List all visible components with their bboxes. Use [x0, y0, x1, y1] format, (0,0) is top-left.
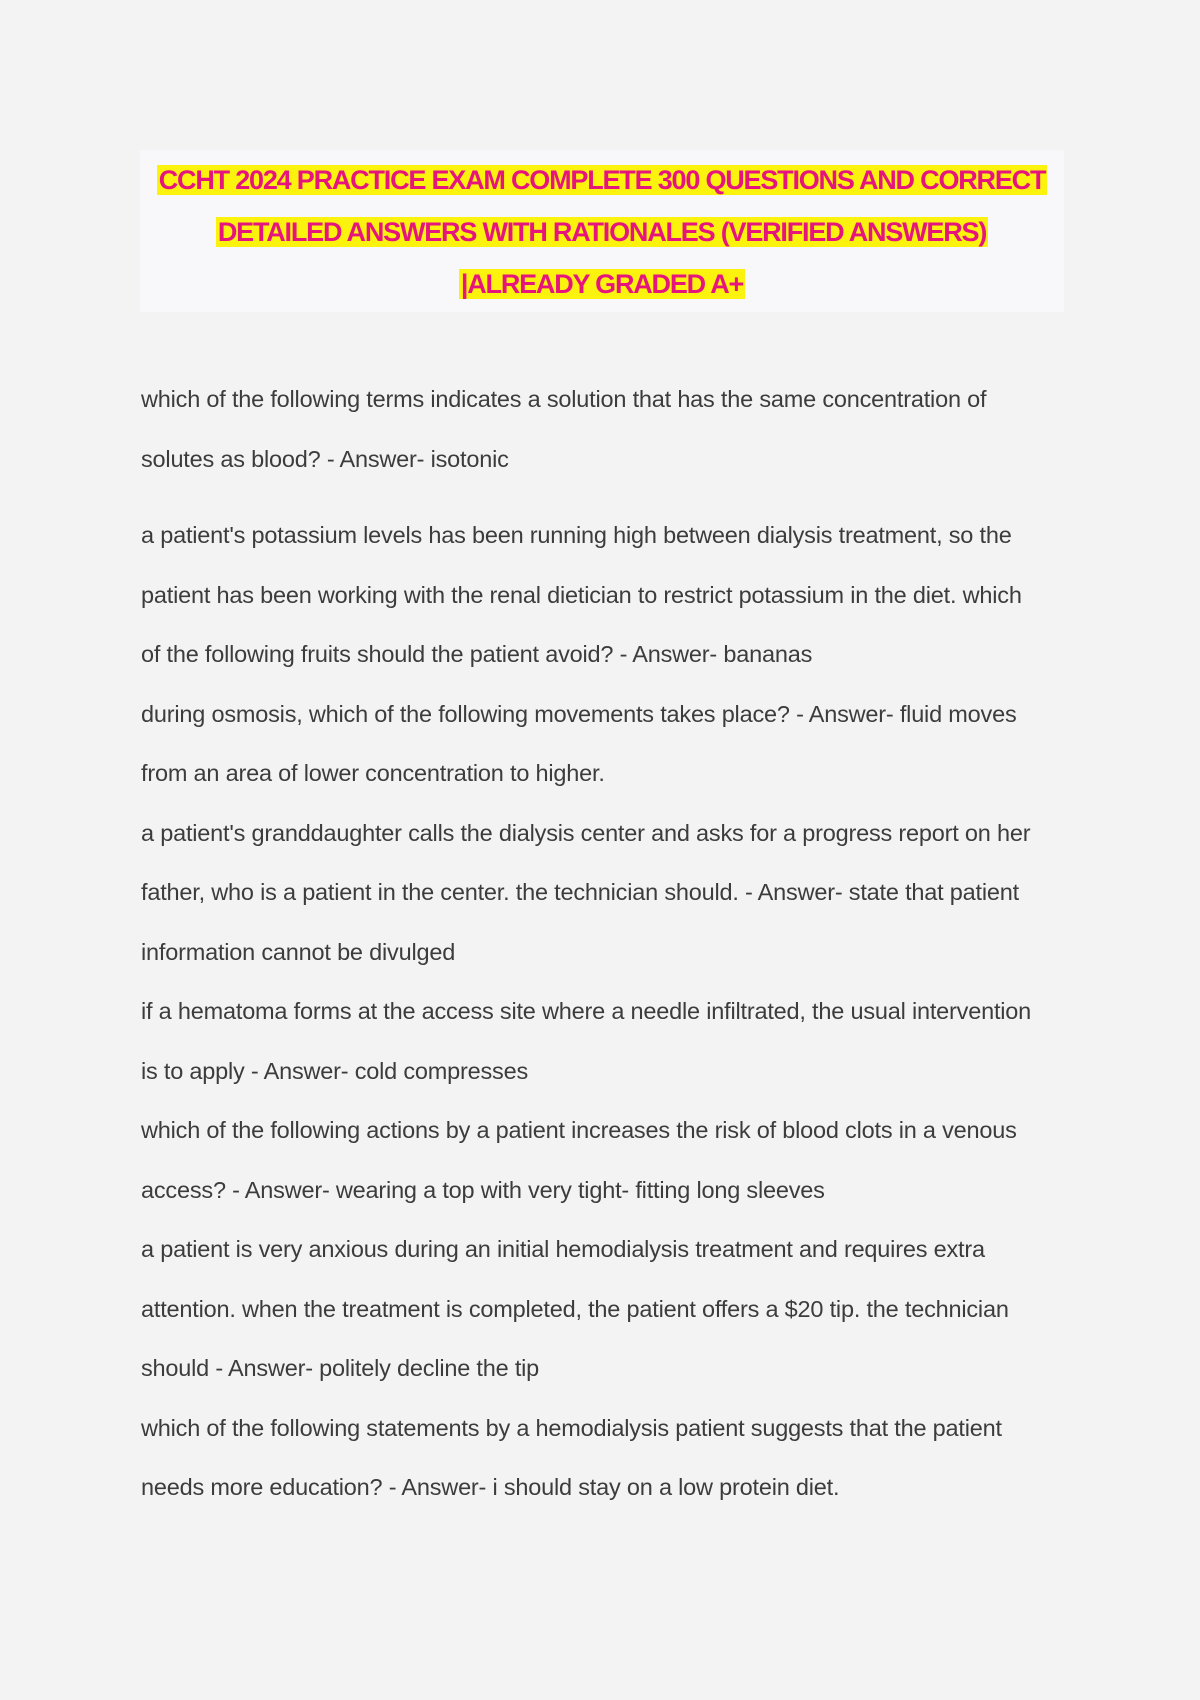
- question-answer-item: [141, 1101, 1081, 1220]
- question-answer-item: [141, 685, 1081, 804]
- text-line: information cannot be divulged: [141, 938, 456, 965]
- text-line: father, who is a patient in the center. the technician should. - Answer- state that patient: [141, 879, 1019, 905]
- document-title: [140, 150, 1064, 312]
- question-answer-item: [141, 1220, 1081, 1399]
- question-answer-item: [141, 1399, 1081, 1518]
- text-line: solutes as blood? - Answer- isotonic: [141, 445, 509, 472]
- question-answer-item: [141, 804, 1081, 983]
- text-line: during osmosis, which of the following movements takes place? - Answer- fluid moves: [141, 700, 1017, 727]
- text-line: needs more education? - Answer- i should stay on a low protein diet.: [141, 1474, 840, 1500]
- question-answer-item: [141, 982, 1081, 1101]
- title-line: CCHT 2024 PRACTICE EXAM COMPLETE 300 QUESTIONS AND CORRECT: [158, 165, 1046, 195]
- text-line: which of the following terms indicates a solution that has the same concentration of: [141, 386, 987, 412]
- text-line: is to apply - Answer- cold compresses: [141, 1057, 529, 1084]
- text-line: if a hematoma forms at the access site where a needle infiltrated, the usual intervention: [141, 998, 1032, 1024]
- text-line: a patient's potassium levels has been running high between dialysis treatment, so the: [141, 522, 1012, 548]
- text-line: from an area of lower concentration to higher.: [141, 760, 605, 786]
- text-line: attention. when the treatment is completed, the patient offers a $20 tip. the technician: [141, 1295, 1009, 1322]
- text-line: a patient is very anxious during an initial hemodialysis treatment and requires extra: [141, 1236, 985, 1262]
- question-answer-item: [141, 506, 1081, 685]
- text-line: of the following fruits should the patient avoid? - Answer- bananas: [141, 641, 813, 667]
- text-line: a patient's granddaughter calls the dialysis center and asks for a progress report on her: [141, 819, 1031, 846]
- title-line: |ALREADY GRADED A+: [460, 269, 744, 299]
- text-line: which of the following actions by a patient increases the risk of blood clots in a venous: [141, 1117, 1017, 1143]
- question-answer-item: [141, 370, 1081, 489]
- question-answer-list: [141, 370, 1081, 1518]
- text-line: should - Answer- politely decline the tip: [141, 1355, 540, 1381]
- text-line: access? - Answer- wearing a top with very tight- fitting long sleeves: [141, 1176, 825, 1203]
- text-line: which of the following statements by a hemodialysis patient suggests that the patient: [141, 1414, 1002, 1441]
- text-line: patient has been working with the renal dietician to restrict potassium in the diet. which: [141, 581, 1022, 608]
- title-line: DETAILED ANSWERS WITH RATIONALES (VERIFIED ANSWERS): [217, 217, 987, 247]
